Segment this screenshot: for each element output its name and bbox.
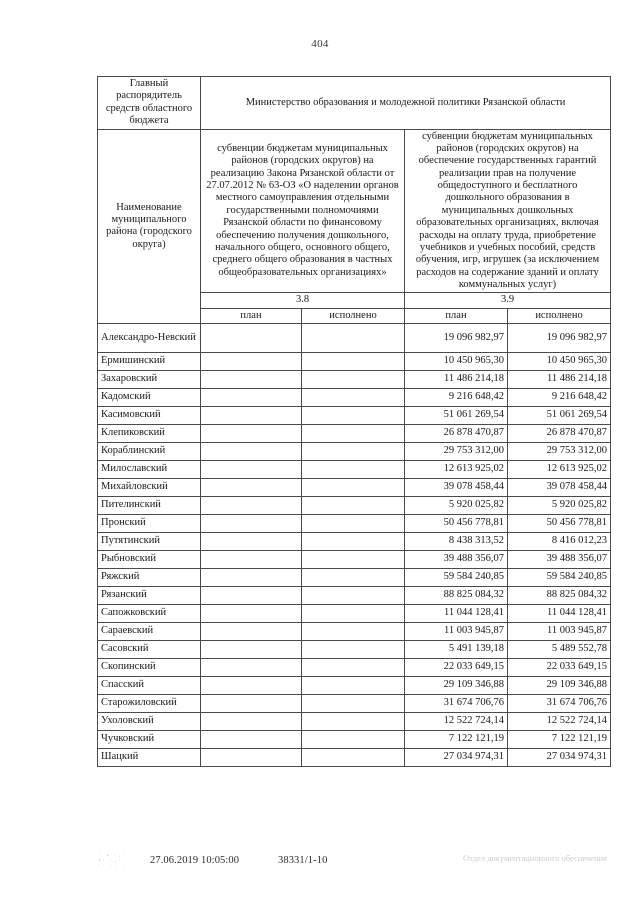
- row-38-plan: [201, 623, 302, 641]
- row-38-fact: [302, 749, 405, 767]
- table-row: [98, 497, 611, 515]
- header-38-fact: исполнено: [302, 308, 405, 323]
- row-38-fact: [302, 695, 405, 713]
- row-38-plan: [201, 389, 302, 407]
- row-39-plan: 12 613 925,02: [405, 461, 508, 479]
- row-municipality-name: Сапожковский: [98, 605, 201, 623]
- row-38-fact: [302, 497, 405, 515]
- table-row: [98, 623, 611, 641]
- table-row: [98, 569, 611, 587]
- footer-watermark: Отдел документационного обеспечения: [463, 853, 607, 863]
- row-39-fact: 22 033 649,15: [508, 659, 611, 677]
- row-38-fact: [302, 533, 405, 551]
- table-row: [98, 353, 611, 371]
- row-39-plan: 5 920 025,82: [405, 497, 508, 515]
- row-municipality-name: Рязанский: [98, 587, 201, 605]
- row-38-plan: [201, 461, 302, 479]
- row-38-fact: [302, 641, 405, 659]
- row-38-plan: [201, 713, 302, 731]
- row-municipality-name: Александро-Невский: [98, 324, 201, 353]
- row-municipality-name: Кораблинский: [98, 443, 201, 461]
- row-39-plan: 51 061 269,54: [405, 407, 508, 425]
- row-39-plan: 22 033 649,15: [405, 659, 508, 677]
- table-row: [98, 659, 611, 677]
- row-39-fact: 11 044 128,41: [508, 605, 611, 623]
- row-39-fact: 19 096 982,97: [508, 324, 611, 353]
- row-39-fact: 7 122 121,19: [508, 731, 611, 749]
- table-row: [98, 443, 611, 461]
- row-38-plan: [201, 551, 302, 569]
- row-municipality-name: Милославский: [98, 461, 201, 479]
- row-municipality-name: Шацкий: [98, 749, 201, 767]
- row-39-plan: 12 522 724,14: [405, 713, 508, 731]
- row-39-plan: 11 044 128,41: [405, 605, 508, 623]
- row-38-fact: [302, 479, 405, 497]
- row-38-plan: [201, 695, 302, 713]
- row-municipality-name: Пителинский: [98, 497, 201, 515]
- row-municipality-name: Сасовский: [98, 641, 201, 659]
- row-38-fact: [302, 677, 405, 695]
- row-municipality-name: Скопинский: [98, 659, 201, 677]
- table-row: [98, 389, 611, 407]
- table-row: [98, 407, 611, 425]
- row-38-plan: [201, 749, 302, 767]
- row-39-plan: 29 109 346,88: [405, 677, 508, 695]
- row-39-fact: 12 613 925,02: [508, 461, 611, 479]
- table-body: [98, 324, 611, 767]
- row-38-plan: [201, 677, 302, 695]
- row-39-fact: 51 061 269,54: [508, 407, 611, 425]
- row-39-plan: 27 034 974,31: [405, 749, 508, 767]
- row-38-fact: [302, 389, 405, 407]
- row-39-plan: 39 078 458,44: [405, 479, 508, 497]
- row-38-fact: [302, 324, 405, 353]
- row-39-fact: 88 825 084,32: [508, 587, 611, 605]
- table-row: [98, 515, 611, 533]
- row-39-plan: 7 122 121,19: [405, 731, 508, 749]
- row-38-fact: [302, 623, 405, 641]
- row-39-plan: 11 486 214,18: [405, 371, 508, 389]
- row-39-plan: 11 003 945,87: [405, 623, 508, 641]
- table-row: [98, 587, 611, 605]
- row-38-fact: [302, 425, 405, 443]
- row-38-plan: [201, 425, 302, 443]
- row-municipality-name: Кадомский: [98, 389, 201, 407]
- table-row: [98, 479, 611, 497]
- header-col38-description: субвенции бюджетам муниципальных районов (городских округов) на реализацию Закона Рязанской области от 27.07.2012 № 63-ОЗ «О наделении органов местного самоуправления отдельными государственными полномочиями Рязанской области по финансовому обеспечению получения дошкольного, начального общего, основного общего, среднего общего образования в частных общеобразовательных организациях»: [201, 129, 405, 293]
- header-code-39: 3.9: [405, 293, 611, 308]
- row-39-plan: 19 096 982,97: [405, 324, 508, 353]
- row-39-fact: 27 034 974,31: [508, 749, 611, 767]
- row-38-fact: [302, 407, 405, 425]
- row-39-fact: 39 488 356,07: [508, 551, 611, 569]
- header-38-plan: план: [201, 308, 302, 323]
- row-38-plan: [201, 324, 302, 353]
- row-38-plan: [201, 605, 302, 623]
- row-39-fact: 5 489 552,78: [508, 641, 611, 659]
- row-39-fact: 9 216 648,42: [508, 389, 611, 407]
- table-row: [98, 605, 611, 623]
- row-39-plan: 29 753 312,00: [405, 443, 508, 461]
- row-39-fact: 29 753 312,00: [508, 443, 611, 461]
- row-38-plan: [201, 587, 302, 605]
- table-row: [98, 749, 611, 767]
- row-39-fact: 26 878 470,87: [508, 425, 611, 443]
- table-row: [98, 533, 611, 551]
- header-gra-label: Главный распорядитель средств областного бюджета: [98, 77, 201, 130]
- stamp-icon: · ∙ ·:· ∙· ·.· ·· ·· ·: [98, 853, 127, 869]
- row-38-plan: [201, 731, 302, 749]
- table-row: [98, 677, 611, 695]
- row-39-fact: 8 416 012,23: [508, 533, 611, 551]
- report-table: [97, 76, 611, 767]
- row-39-plan: 9 216 648,42: [405, 389, 508, 407]
- table-row: [98, 551, 611, 569]
- row-municipality-name: Спасский: [98, 677, 201, 695]
- row-38-plan: [201, 515, 302, 533]
- header-code-38: 3.8: [201, 293, 405, 308]
- header-39-fact: исполнено: [508, 308, 611, 323]
- row-38-plan: [201, 641, 302, 659]
- row-39-plan: 50 456 778,81: [405, 515, 508, 533]
- row-39-fact: 31 674 706,76: [508, 695, 611, 713]
- table-row: [98, 695, 611, 713]
- table-row: [98, 425, 611, 443]
- table-row: [98, 713, 611, 731]
- page-footer: [0, 852, 640, 902]
- row-38-fact: [302, 713, 405, 731]
- table-row: [98, 461, 611, 479]
- row-39-plan: 88 825 084,32: [405, 587, 508, 605]
- row-municipality-name: Сараевский: [98, 623, 201, 641]
- row-38-fact: [302, 605, 405, 623]
- row-38-plan: [201, 569, 302, 587]
- row-municipality-name: Чучковский: [98, 731, 201, 749]
- row-38-plan: [201, 659, 302, 677]
- row-39-plan: 10 450 965,30: [405, 353, 508, 371]
- row-38-fact: [302, 731, 405, 749]
- row-municipality-name: Клепиковский: [98, 425, 201, 443]
- row-39-fact: 12 522 724,14: [508, 713, 611, 731]
- row-38-fact: [302, 371, 405, 389]
- table-row: [98, 324, 611, 353]
- row-39-plan: 8 438 313,52: [405, 533, 508, 551]
- row-38-fact: [302, 353, 405, 371]
- row-municipality-name: Захаровский: [98, 371, 201, 389]
- table-row: [98, 731, 611, 749]
- row-39-plan: 5 491 139,18: [405, 641, 508, 659]
- row-39-plan: 59 584 240,85: [405, 569, 508, 587]
- row-38-fact: [302, 569, 405, 587]
- row-39-fact: 10 450 965,30: [508, 353, 611, 371]
- header-row-descriptions: [98, 129, 611, 293]
- header-39-plan: план: [405, 308, 508, 323]
- row-38-plan: [201, 371, 302, 389]
- page-number: 404: [311, 38, 329, 50]
- report-table-container: [97, 76, 610, 767]
- row-38-plan: [201, 443, 302, 461]
- row-municipality-name: Путятинский: [98, 533, 201, 551]
- row-municipality-name: Рыбновский: [98, 551, 201, 569]
- row-38-fact: [302, 551, 405, 569]
- row-municipality-name: Михайловский: [98, 479, 201, 497]
- footer-timestamp: 27.06.2019 10:05:00: [150, 855, 240, 866]
- row-38-plan: [201, 497, 302, 515]
- row-39-fact: 11 003 945,87: [508, 623, 611, 641]
- row-39-fact: 11 486 214,18: [508, 371, 611, 389]
- row-39-fact: 29 109 346,88: [508, 677, 611, 695]
- footer-document-number: 38331/1-10: [278, 855, 328, 866]
- table-row: [98, 641, 611, 659]
- row-38-fact: [302, 659, 405, 677]
- row-municipality-name: Ухоловский: [98, 713, 201, 731]
- row-municipality-name: Касимовский: [98, 407, 201, 425]
- row-municipality-name: Ермишинский: [98, 353, 201, 371]
- header-col39-description: субвенции бюджетам муниципальных районов (городских округов) на обеспечение государственных гарантий реализации прав на получение общедоступного и бесплатного дошкольного образования в муниципальных дошкольных образовательных организациях, включая расходы на оплату труда, приобретение учебников и учебных пособий, средств обучения, игр, игрушек (за исключением расходов на содержание зданий и оплату коммунальных услуг): [405, 129, 611, 293]
- row-39-fact: 39 078 458,44: [508, 479, 611, 497]
- header-ministry-name: Министерство образования и молодежной политики Рязанской области: [201, 77, 611, 130]
- row-39-fact: 50 456 778,81: [508, 515, 611, 533]
- row-39-plan: 26 878 470,87: [405, 425, 508, 443]
- row-38-plan: [201, 407, 302, 425]
- row-municipality-name: Старожиловский: [98, 695, 201, 713]
- table-header: [98, 77, 611, 324]
- row-38-fact: [302, 443, 405, 461]
- header-name-column: Наименование муниципального района (городского округа): [98, 129, 201, 324]
- row-municipality-name: Пронский: [98, 515, 201, 533]
- table-row: [98, 371, 611, 389]
- row-38-fact: [302, 461, 405, 479]
- row-38-fact: [302, 515, 405, 533]
- row-39-fact: 59 584 240,85: [508, 569, 611, 587]
- row-municipality-name: Ряжский: [98, 569, 201, 587]
- row-38-plan: [201, 479, 302, 497]
- row-38-plan: [201, 533, 302, 551]
- row-38-plan: [201, 353, 302, 371]
- header-row-ministry: [98, 77, 611, 130]
- row-39-plan: 31 674 706,76: [405, 695, 508, 713]
- row-39-fact: 5 920 025,82: [508, 497, 611, 515]
- row-39-plan: 39 488 356,07: [405, 551, 508, 569]
- row-38-fact: [302, 587, 405, 605]
